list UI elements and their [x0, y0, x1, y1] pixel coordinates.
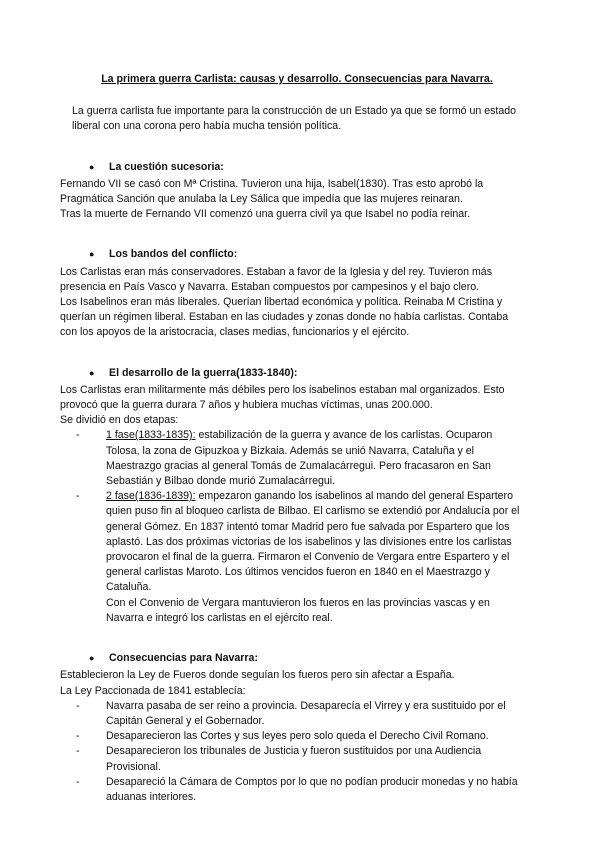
section-body-sucesoria	[60, 177, 522, 223]
section-body-consecuencias	[60, 668, 522, 805]
dash-icon: -	[76, 429, 80, 442]
bullet-icon: ●	[89, 653, 95, 664]
list-item	[76, 428, 522, 489]
list-item	[76, 729, 522, 744]
list-item-text: Desapareció la Cámara de Comptos por lo que no podían producir monedas y no había aduanas interiores.	[106, 775, 518, 803]
list-item-text: Desaparecieron los tribunales de Justicia y fueron sustituidos por una Audiencia Provisional.	[106, 745, 482, 773]
section-heading-text: Consecuencias para Navarra:	[109, 652, 258, 665]
section-heading-text: El desarrollo de la guerra(1833-1840):	[109, 366, 298, 379]
section-heading-text: Los bandos del conflicto:	[109, 248, 238, 261]
section-heading-bandos	[89, 247, 522, 262]
paragraph: Se dividió en dos etapas:	[60, 414, 179, 427]
list-item-text: Navarra pasaba de ser reino a provincia. Desaparecía el Virrey y era sustituido por el Capitán General y el Gobernador.	[106, 699, 506, 727]
list-item	[76, 775, 522, 805]
paragraph: Fernando VII se casó con Mª Cristina. Tuvieron una hija, Isabel(1830). Tras esto aprobó la Pragmática Sanción que anulaba la Ley Sálica que impedía que las mujeres reinaran.	[60, 177, 484, 206]
list-item-text	[106, 428, 522, 489]
section-heading-desarrollo	[89, 366, 522, 381]
dash-icon: -	[76, 730, 80, 743]
dash-icon: -	[76, 699, 80, 712]
phase-label: 1 fase(1833-1835):	[106, 429, 196, 442]
dash-icon: -	[76, 775, 80, 788]
bullet-icon: ●	[89, 249, 95, 260]
phase-label: 2 fase(1836-1839):	[106, 490, 196, 503]
closing-paragraph: Con el Convenio de Vergara mantuvieron los fueros en las provincias vascas y en Navarra e integró los carlistas en el ejército real.	[106, 596, 490, 624]
section-body-desarrollo	[60, 383, 522, 626]
paragraph: Establecieron la Ley de Fueros donde seguían los fueros pero sin afectar a España.	[60, 669, 455, 682]
list-item	[76, 699, 522, 729]
bullet-icon: ●	[89, 367, 95, 378]
dash-icon: -	[76, 490, 80, 503]
list-item	[76, 744, 522, 774]
bullet-icon: ●	[89, 161, 95, 172]
paragraph: Los Carlistas eran más conservadores. Estaban a favor de la Iglesia y del rey. Tuvieron más presencia en País Vasco y Navarra. Estaban compuestos por campesinos y el bajo clero.	[60, 265, 492, 293]
phase-list	[76, 428, 522, 595]
paragraph: Los Carlistas eran militarmente más débiles pero los isabelinos estaban mal organizados. Esto provocó que la guerra durara 7 años y hubiera muchas víctimas, unas 200.000.	[60, 383, 505, 412]
paragraph: La Ley Paccionada de 1841 establecía:	[60, 684, 246, 697]
page-title: La primera guerra Carlista: causas y desarrollo. Consecuencias para Navarra.	[101, 73, 493, 85]
paragraph: Los Isabelinos eran más liberales. Querían libertad económica y política. Reinaba M Cristina y querían un régimen liberal. Estaban en las ciudades y zonas donde no había carlistas. Contaba con los apoyos de la aristocracia, clases medias, funcionarios y el ejército.	[60, 296, 509, 339]
section-body-bandos	[60, 265, 522, 341]
document-page	[60, 72, 522, 805]
paragraph: Tras la muerte de Fernando VII comenzó una guerra civil ya que Isabel no podía reinar.	[60, 208, 471, 221]
list-item	[76, 489, 522, 595]
list-item-text	[106, 489, 522, 595]
phase-text: estabilización de la guerra y avance de los carlistas. Ocuparon Tolosa, la zona de Gipuzkoa y Bizkaia. Además se unió Navarra, Cataluña y el Maestrazgo gracias al general Tomás de Zumalacárregui. Pero fracasaron en San Sebastián y Bilbao donde murió Zumalacárregui.	[106, 429, 493, 488]
section-heading-text: La cuestión sucesoria:	[109, 160, 224, 173]
consequence-list	[76, 699, 522, 805]
section-heading-consecuencias	[89, 651, 522, 666]
phase-text: empezaron ganando los isabelinos al mando del general Espartero quien puso fin al bloqueo carlista de Bilbao. El carlismo se extendió por Andalucía por el general Gómez. En 1837 intentó tomar Madrid pero fue salvada por Espartero que los aplastó. Las dos próximas victorias de los isabelinos y las divisiones entre los carlistas provocaron el final de la guerra. Firmaron el Convenio de Vergara entre Espartero y el general carlistas Maroto. Los últimos vencidos fueron en 1840 en el Maestrazgo y Cataluña.	[106, 490, 520, 594]
intro-paragraph: La guerra carlista fue importante para la construcción de un Estado ya que se formó un estado liberal con una corona pero había mucha tensión política.	[72, 105, 517, 133]
list-item-text: Desaparecieron las Cortes y sus leyes pero solo queda el Derecho Civil Romano.	[106, 730, 489, 743]
section-heading-sucesoria	[89, 160, 522, 175]
dash-icon: -	[76, 745, 80, 758]
